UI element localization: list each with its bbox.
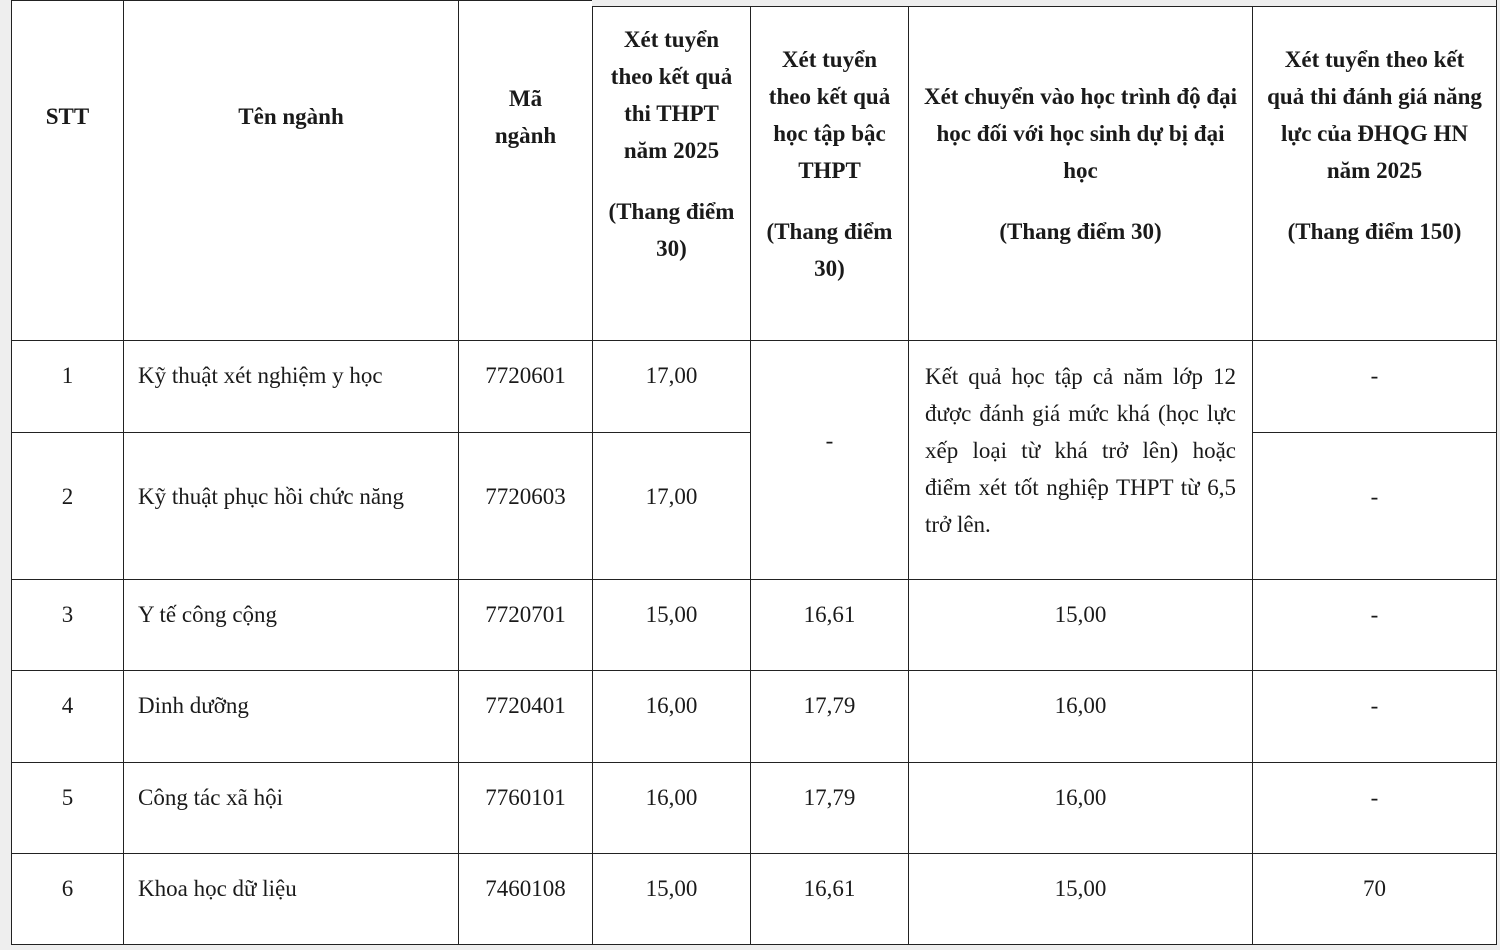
cell-ten-nganh: Khoa học dữ liệu [124,854,459,945]
cell-stt: 1 [12,341,124,433]
cell-ten-nganh: Công tác xã hội [124,763,459,854]
cell-ma-nganh: 7760101 [459,763,593,854]
table-header-row [12,1,1497,341]
cell-dgnl: - [1253,341,1497,433]
table-row [12,341,1497,433]
table-row [12,763,1497,854]
cell-thpt: 16,00 [593,763,751,854]
cell-hoc-tap: 16,61 [751,580,909,671]
cell-ma-nganh: 7460108 [459,854,593,945]
cell-du-bi: 16,00 [909,763,1253,854]
header-du-bi [909,1,1253,341]
cell-du-bi: 16,00 [909,671,1253,763]
cell-stt: 5 [12,763,124,854]
cell-ma-nganh: 7720701 [459,580,593,671]
cell-ten-nganh: Dinh dưỡng [124,671,459,763]
cell-dgnl: - [1253,763,1497,854]
header-hoc-tap-scale: (Thang điểm 30) [766,219,893,281]
cell-thpt: 15,00 [593,580,751,671]
cell-thpt: 17,00 [593,341,751,433]
cell-stt: 4 [12,671,124,763]
cell-hoc-tap-merged: - [751,341,909,580]
cell-dgnl: - [1253,671,1497,763]
header-du-bi-title: Xét chuyển vào học trình độ đại học đối với học sinh dự bị đại học [923,84,1238,183]
header-dgnl-scale: (Thang điểm 150) [1287,219,1462,244]
cell-thpt: 15,00 [593,854,751,945]
cell-stt: 6 [12,854,124,945]
cell-ma-nganh: 7720601 [459,341,593,433]
cell-thpt: 16,00 [593,671,751,763]
cell-hoc-tap: 16,61 [751,854,909,945]
cell-ten-nganh: Kỹ thuật phục hồi chức năng [124,433,459,580]
header-hoc-tap [751,1,909,341]
cell-ten-nganh: Y tế công cộng [124,580,459,671]
cell-dgnl: 70 [1253,854,1497,945]
header-top-gap [592,0,1496,7]
header-hoc-tap-title: Xét tuyển theo kết quả học tập bậc THPT [768,47,891,183]
header-thpt-exam-scale: (Thang điểm 30) [608,199,735,261]
cell-du-bi-merged-note: Kết quả học tập cả năm lớp 12 được đánh giá mức khá (học lực xếp loại từ khá trở lên) hoặc điểm xét tốt nghiệp THPT từ 6,5 trở lên. [909,341,1253,580]
cell-ma-nganh: 7720603 [459,433,593,580]
cell-dgnl: - [1253,580,1497,671]
cell-du-bi: 15,00 [909,854,1253,945]
header-ma-nganh-line1: Mã [508,86,543,111]
header-ten-nganh: Tên ngành [124,1,459,341]
header-ma-nganh-line2: ngành [494,123,557,148]
header-dgnl-title: Xét tuyển theo kết quả thi đánh giá năng lực của ĐHQG HN năm 2025 [1267,47,1482,183]
cell-du-bi: 15,00 [909,580,1253,671]
table-row [12,580,1497,671]
table-row [12,671,1497,763]
admission-score-table-container [11,0,1496,944]
header-dgnl [1253,1,1497,341]
cell-hoc-tap: 17,79 [751,671,909,763]
header-stt: STT [12,1,124,341]
admission-score-table [11,0,1497,945]
header-thpt-exam-title: Xét tuyển theo kết quả thi THPT năm 2025 [610,27,733,163]
cell-ma-nganh: 7720401 [459,671,593,763]
header-thpt-exam [593,1,751,341]
cell-stt: 3 [12,580,124,671]
header-du-bi-scale: (Thang điểm 30) [999,219,1162,244]
header-ma-nganh [459,1,593,341]
cell-stt: 2 [12,433,124,580]
cell-hoc-tap: 17,79 [751,763,909,854]
cell-thpt: 17,00 [593,433,751,580]
cell-ten-nganh: Kỹ thuật xét nghiệm y học [124,341,459,433]
cell-dgnl: - [1253,433,1497,580]
table-row [12,854,1497,945]
